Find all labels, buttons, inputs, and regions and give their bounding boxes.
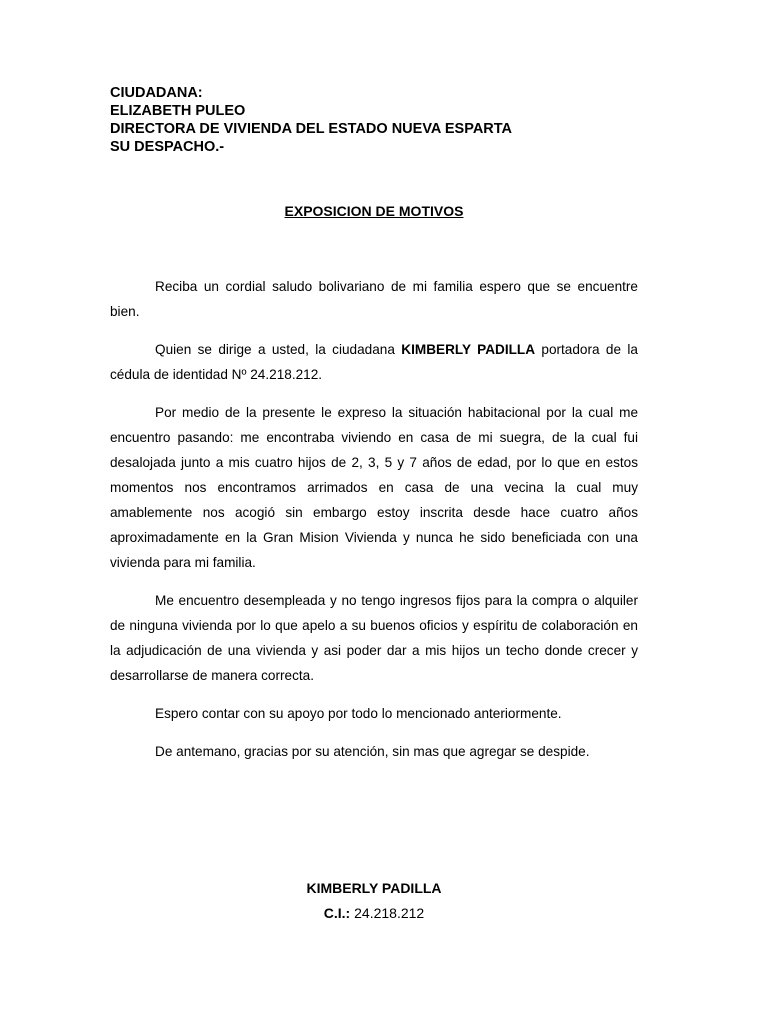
paragraph-introduction [110,337,638,387]
addressee-line-1: CIUDADANA: [110,85,203,101]
document-title: EXPOSICION DE MOTIVOS [284,203,464,219]
signature-id-label: C.I.: [323,905,351,921]
letter-body [110,274,638,777]
paragraph-situation: Por medio de la presente le expreso la situación habitacional por la cual me encuentro pasando: me encontraba viviendo en casa de mi suegra, de la cual fui desalojada junto a mis cuatro hijos de 2, 3, 5 y 7 años de edad, por lo que en estos momentos nos encontramos arrimados en casa de una vecina la cual muy amablemente nos acogió sin embargo estoy inscrita desde hace cuatro años aproximadamente en la Gran Mision Vivienda y nunca he sido beneficiada con una vivienda para mi familia. [110,405,638,570]
signature-name: KIMBERLY PADILLA [306,880,442,896]
addressee-position: DIRECTORA DE VIVIENDA DEL ESTADO NUEVA ESPARTA [110,121,513,137]
paragraph-greeting: Reciba un cordial saludo bolivariano de mi familia espero que se encuentre bien. [110,279,638,319]
paragraph-request: Me encuentro desempleada y no tengo ingresos fijos para la compra o alquiler de ninguna vivienda por lo que apelo a su buenos oficios y espíritu de colaboración en la adjudicación de una vivienda y asi poder dar a mis hijos un techo donde crecer y desarrollarse de manera correcta. [110,593,638,683]
signature-id-value: 24.218.212 [350,905,425,921]
intro-name: KIMBERLY PADILLA [401,342,536,357]
intro-text-after: portadora de la cédula de identidad Nº 24.218.212. [110,342,638,382]
addressee-closing: SU DESPACHO.- [110,139,225,155]
paragraph-hope: Espero contar con su apoyo por todo lo mencionado anteriormente. [155,706,562,721]
signature-id [0,901,748,926]
intro-text-before: Quien se dirige a usted, la ciudadana [155,342,402,357]
signature-block [0,876,748,926]
paragraph-farewell: De antemano, gracias por su atención, sin mas que agregar se despide. [155,744,590,759]
addressee-name: ELIZABETH PULEO [110,103,246,119]
addressee-block [110,84,512,156]
